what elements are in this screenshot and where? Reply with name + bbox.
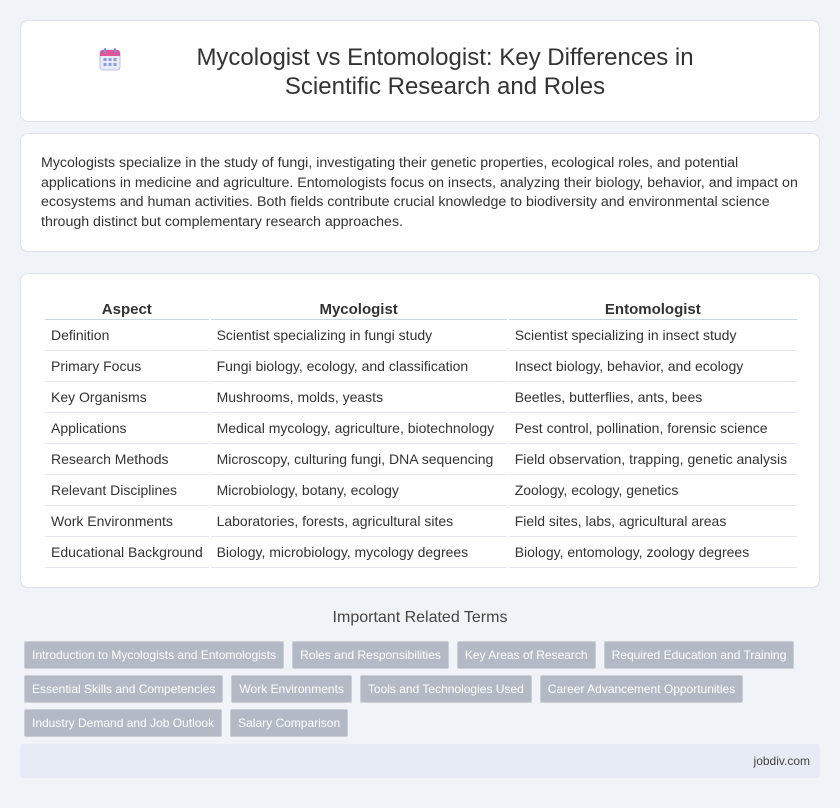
row-aspect: Work Environments <box>45 506 209 537</box>
row-mycologist-value: Microscopy, culturing fungi, DNA sequencing <box>211 444 507 475</box>
row-aspect: Relevant Disciplines <box>45 475 209 506</box>
table-row <box>45 444 797 475</box>
intro-paragraph: Mycologists specialize in the study of fungi, investigating their genetic properties, ecological roles, and potential applications in medicine and agriculture. Entomologists focus on insects, analyzing their biology, behavior, and impact on ecosystems and human activities. Both fields contribute crucial knowledge to biodiversity and environmental science through distinct but complementary research approaches. <box>41 155 798 230</box>
row-mycologist-value: Fungi biology, ecology, and classification <box>211 351 507 382</box>
row-entomologist-value: Zoology, ecology, genetics <box>509 475 797 506</box>
related-term-tag[interactable]: Essential Skills and Competencies <box>24 675 223 703</box>
footer-site-link[interactable]: jobdiv.com <box>753 754 810 768</box>
related-term-tag[interactable]: Key Areas of Research <box>457 641 596 669</box>
row-entomologist-value: Field sites, labs, agricultural areas <box>509 506 797 537</box>
row-aspect: Key Organisms <box>45 382 209 413</box>
related-term-tag[interactable]: Salary Comparison <box>230 709 348 737</box>
row-aspect: Educational Background <box>45 537 209 568</box>
page-title: Mycologist vs Entomologist: Key Differences in Scientific Research and Roles <box>196 44 694 100</box>
row-entomologist-value: Pest control, pollination, forensic science <box>509 413 797 444</box>
comparison-table <box>43 296 799 568</box>
related-term-tag[interactable]: Work Environments <box>231 675 351 703</box>
column-header-entomologist: Entomologist <box>509 296 797 320</box>
table-row <box>45 506 797 537</box>
row-mycologist-value: Scientist specializing in fungi study <box>211 320 507 351</box>
row-mycologist-value: Medical mycology, agriculture, biotechnology <box>211 413 507 444</box>
table-row <box>45 351 797 382</box>
row-entomologist-value: Field observation, trapping, genetic analysis <box>509 444 797 475</box>
row-aspect: Definition <box>45 320 209 351</box>
row-entomologist-value: Insect biology, behavior, and ecology <box>509 351 797 382</box>
row-entomologist-value: Biology, entomology, zoology degrees <box>509 537 797 568</box>
table-row <box>45 413 797 444</box>
row-aspect: Applications <box>45 413 209 444</box>
related-term-tag[interactable]: Introduction to Mycologists and Entomologists <box>24 641 284 669</box>
comparison-table-card <box>20 273 820 588</box>
related-term-tag[interactable]: Industry Demand and Job Outlook <box>24 709 222 737</box>
table-row <box>45 320 797 351</box>
related-term-tag[interactable]: Tools and Technologies Used <box>360 675 532 703</box>
related-term-tag[interactable]: Required Education and Training <box>604 641 795 669</box>
intro-card <box>20 133 820 252</box>
row-mycologist-value: Mushrooms, molds, yeasts <box>211 382 507 413</box>
table-row <box>45 382 797 413</box>
row-aspect: Research Methods <box>45 444 209 475</box>
footer-bar <box>20 744 820 778</box>
table-row <box>45 537 797 568</box>
related-terms-heading: Important Related Terms <box>332 609 508 626</box>
row-mycologist-value: Laboratories, forests, agricultural sites <box>211 506 507 537</box>
column-header-aspect: Aspect <box>45 296 209 320</box>
row-mycologist-value: Biology, microbiology, mycology degrees <box>211 537 507 568</box>
row-mycologist-value: Microbiology, botany, ecology <box>211 475 507 506</box>
row-entomologist-value: Scientist specializing in insect study <box>509 320 797 351</box>
table-header-row <box>45 296 797 320</box>
column-header-mycologist: Mycologist <box>211 296 507 320</box>
related-term-tag[interactable]: Career Advancement Opportunities <box>540 675 743 703</box>
row-aspect: Primary Focus <box>45 351 209 382</box>
table-row <box>45 475 797 506</box>
related-term-tag[interactable]: Roles and Responsibilities <box>292 641 449 669</box>
header-card <box>20 20 820 122</box>
row-entomologist-value: Beetles, butterflies, ants, bees <box>509 382 797 413</box>
related-terms-list <box>24 641 814 737</box>
